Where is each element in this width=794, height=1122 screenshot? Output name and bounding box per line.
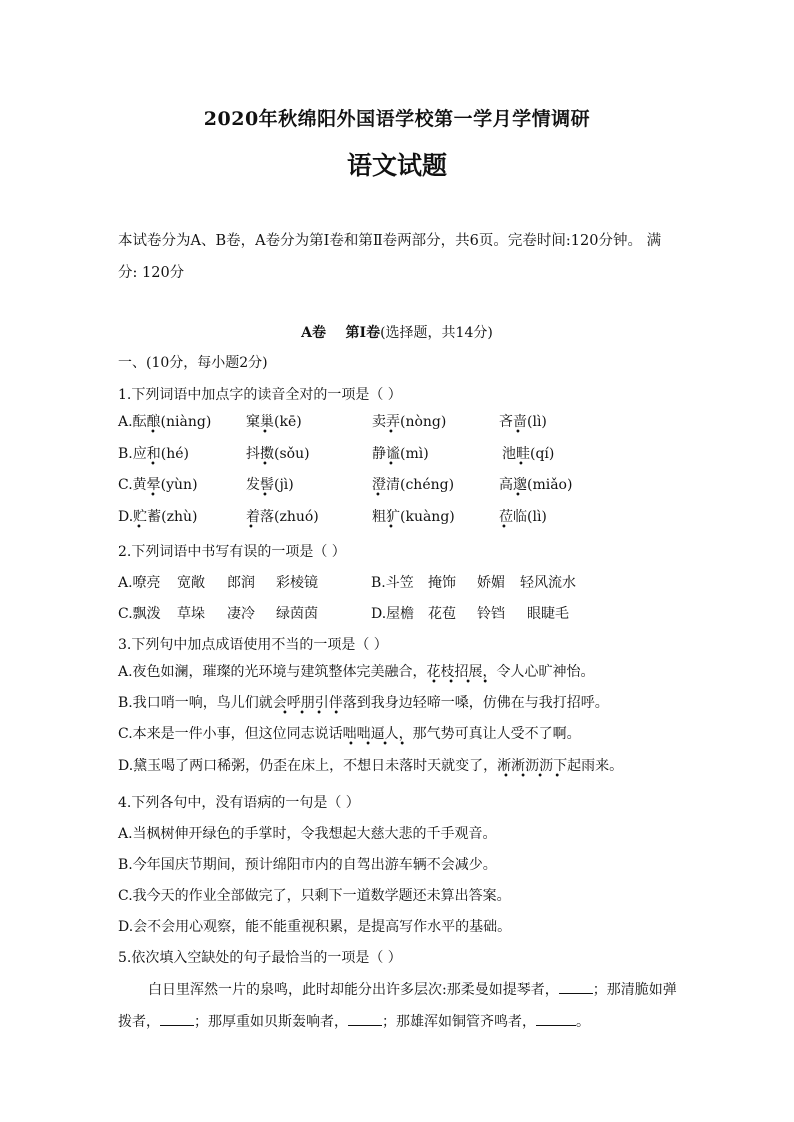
q1-option-a-word-4: 吝啬(lì) [499, 414, 547, 430]
section-heading-bold: A卷 第Ⅰ卷 [301, 325, 381, 341]
q3-option-a: A.夜色如澜，璀璨的光环境与建筑整体完美融合，花枝招展，令人心旷神怡。 [118, 664, 595, 680]
q1-option-a-word-3: 卖弄(nòng) [372, 414, 447, 430]
question-2-stem: 2.下列词语中书写有误的一项是（ ） [118, 544, 346, 560]
q1-option-b-word-1: B.应和(hé) [118, 446, 189, 462]
q2-option-b-word-4: 轻风流水 [520, 575, 576, 591]
answer-blank[interactable] [348, 1013, 382, 1026]
emphasis-dot: • [150, 459, 156, 470]
question-1-stem: 1.下列词语中加点字的读音全对的一项是（ ） [118, 387, 402, 403]
q1-option-d-word-2: 着落(zhuó) [246, 509, 319, 525]
q5-passage-text: ；那雄浑如铜管齐鸣者， [382, 1014, 536, 1030]
q4-option-b: B.今年国庆节期间，预计绵阳市内的自驾出游车辆不会减少。 [118, 857, 497, 873]
emphasis-dot: • [150, 427, 156, 438]
emphasis-dot: • [375, 490, 381, 501]
emphasis-dot: • [515, 427, 521, 438]
q4-option-d: D.会不会用心观察，能不能重视积累，是提高写作水平的基础。 [118, 919, 512, 935]
q5-passage-text: 拨者， [118, 1014, 160, 1030]
emphasis-dot: • [136, 522, 142, 533]
emphasis-dot: • [515, 490, 521, 501]
emphasis-dot: • [501, 522, 507, 533]
q2-option-a-word-4: 彩棱镜 [276, 575, 318, 591]
q2-option-b-word-3: 娇媚 [477, 575, 505, 591]
q3-option-b: B.我口哨一响，鸟儿们就会呼朋引伴落到我身边轻啼一嗓，仿佛在与我打招呼。 [118, 695, 609, 711]
q5-passage-line-1 [148, 979, 677, 999]
intro-line-1: 本试卷分为A、B卷，A卷分为第Ⅰ卷和第Ⅱ卷两部分，共6页。完卷时间:120分钟。 满 [118, 233, 662, 249]
q5-passage-text: ；那清脆如弹 [592, 982, 677, 998]
answer-blank[interactable] [160, 1013, 194, 1026]
emphasis-dot: • [262, 490, 268, 501]
q1-option-c-word-4: 高邈(miǎo) [499, 477, 573, 493]
emphasis-dot: • [262, 459, 268, 470]
emphasis-dots: • • • • [282, 708, 344, 719]
q4-option-a: A.当枫树伸开绿色的手掌时，令我想起大慈大悲的千手观音。 [118, 826, 497, 842]
q1-option-a-word-2: 窠巢(kē) [246, 414, 302, 430]
q2-option-a-word-3: 郎润 [227, 575, 255, 591]
question-4-stem: 4.下列各句中，没有语病的一句是（ ） [118, 795, 360, 811]
exam-subtitle: 语文试题 [346, 151, 447, 180]
emphasis-dot: • [388, 522, 394, 533]
q3-option-c: C.本来是一件小事，但这位同志说话咄咄逼人，那气势可真让人受不了啊。 [118, 726, 581, 742]
answer-blank[interactable] [536, 1013, 576, 1026]
emphasis-dot: • [150, 490, 156, 501]
q1-option-c-word-1: C.黄晕(yùn) [118, 477, 198, 493]
q1-option-d-word-4: 莅临(lì) [499, 509, 547, 525]
emphasis-dots: • • • • [348, 739, 410, 750]
q2-option-d-word-1: D.屋檐 [371, 606, 415, 622]
q1-option-c-word-2: 发髻(jì) [246, 477, 294, 493]
q5-passage-line-2 [118, 1011, 590, 1031]
q5-passage-text: 白日里浑然一片的泉鸣，此时却能分出许多层次:那柔曼如提琴者， [148, 982, 559, 998]
intro-line-2: 分: 120分 [118, 265, 185, 281]
q1-option-c-word-3: 澄清(chéng) [372, 477, 455, 493]
q2-option-d-word-4: 眼睫毛 [527, 606, 569, 622]
answer-blank[interactable] [559, 981, 593, 994]
q1-option-b-word-3: 静谧(mì) [372, 446, 429, 462]
q5-passage-text: ；那厚重如贝斯轰响者， [194, 1014, 348, 1030]
section-heading [0, 322, 794, 342]
q5-passage-text: 。 [576, 1014, 590, 1030]
q1-option-a-word-1: A.酝酿(niàng) [118, 414, 212, 430]
q2-option-d-word-3: 铃铛 [477, 606, 505, 622]
emphasis-dot: • [518, 459, 524, 470]
q2-option-b-word-1: B.斗笠 [371, 575, 414, 591]
question-5-stem: 5.依次填入空缺处的句子最恰当的一项是（ ） [118, 950, 402, 966]
emphasis-dot: • [388, 427, 394, 438]
q2-option-a-word-1: A.嘹亮 [118, 575, 161, 591]
q1-option-b-word-2: 抖擞(sǒu) [246, 446, 310, 462]
emphasis-dots: • • • • [431, 677, 493, 688]
q1-option-d-word-1: D.贮蓄(zhù) [118, 509, 198, 525]
q2-option-c-word-1: C.飘泼 [118, 606, 161, 622]
emphasis-dot: • [262, 427, 268, 438]
section-heading-rest: (选择题，共14分) [380, 325, 493, 341]
q1-option-b-word-4: 池畦(qí) [502, 446, 555, 462]
q2-option-d-word-2: 花苞 [428, 606, 456, 622]
emphasis-dots: • • • • [503, 771, 565, 782]
emphasis-dot: • [388, 459, 394, 470]
q2-option-a-word-2: 宽敞 [177, 575, 205, 591]
q1-option-d-word-3: 粗犷(kuàng) [372, 509, 455, 525]
q2-option-c-word-4: 绿茵茵 [276, 606, 318, 622]
q4-option-c: C.我今天的作业全部做完了，只剩下一道数学题还未算出答案。 [118, 888, 511, 904]
part-one-heading: 一、(10分，每小题2分) [118, 355, 268, 371]
q3-option-d: D.黛玉喝了两口稀粥，仍歪在床上，不想日未落时天就变了，淅淅沥沥下起雨来。 [118, 758, 624, 774]
exam-title: 2020年秋绵阳外国语学校第一学月学情调研 [203, 108, 591, 130]
q2-option-c-word-2: 草垛 [177, 606, 205, 622]
question-3-stem: 3.下列句中加点成语使用不当的一项是（ ） [118, 637, 388, 653]
q2-option-b-word-2: 掩饰 [428, 575, 456, 591]
emphasis-dot: • [248, 522, 254, 533]
q2-option-c-word-3: 凄冷 [227, 606, 255, 622]
